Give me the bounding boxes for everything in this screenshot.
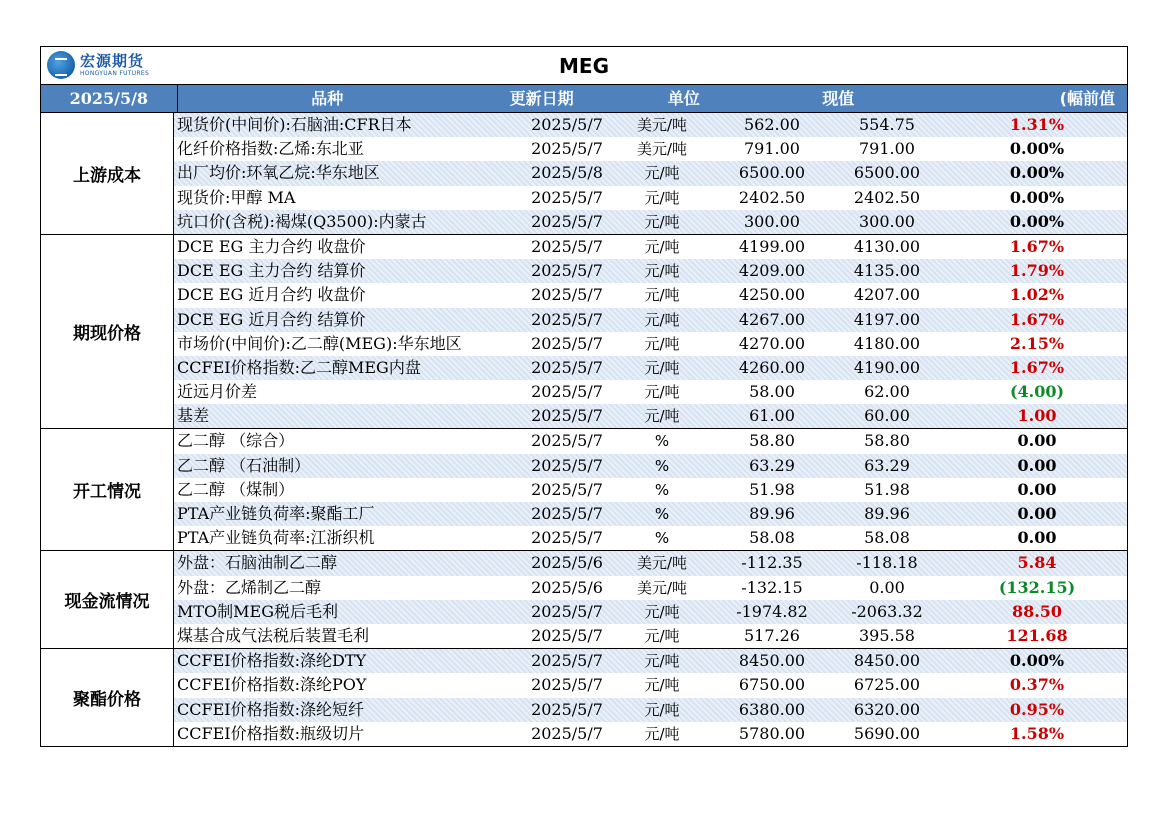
- cell-date: 2025/5/7: [531, 601, 603, 621]
- table-row: [174, 137, 1127, 161]
- group-label: 聚酯价格: [41, 649, 174, 746]
- cell-change: 121.68: [1006, 625, 1068, 645]
- table-row: [174, 210, 1127, 234]
- cell-date: 2025/5/7: [531, 406, 603, 426]
- cell-previous: 62.00: [864, 382, 910, 402]
- cell-date: 2025/5/7: [531, 675, 603, 695]
- cell-date: 2025/5/7: [531, 723, 603, 743]
- cell-unit: 元/吨: [644, 212, 680, 231]
- group-section: [40, 235, 1128, 430]
- cell-previous: 60.00: [864, 406, 910, 426]
- cell-unit: 元/吨: [644, 626, 680, 645]
- table-row: [174, 161, 1127, 185]
- cell-current: -132.15: [741, 577, 803, 597]
- cell-name: 乙二醇 （石油制）: [177, 455, 311, 475]
- cell-unit: %: [654, 505, 670, 523]
- cell-current: 4209.00: [738, 261, 806, 281]
- cell-change: 1.00: [1017, 406, 1057, 426]
- cell-change: 1.67%: [1009, 236, 1065, 256]
- cell-current: 58.00: [749, 382, 795, 402]
- table-row: [174, 332, 1127, 356]
- cell-date: 2025/5/7: [531, 382, 603, 402]
- header-unit: 单位: [667, 89, 700, 108]
- cell-name: 现货价:甲醇 MA: [177, 187, 296, 207]
- cell-unit: 元/吨: [644, 676, 680, 695]
- cell-previous: 63.29: [864, 455, 910, 475]
- cell-name: 乙二醇 （煤制）: [177, 479, 295, 499]
- header-update: 更新日期: [509, 89, 574, 108]
- cell-previous: 6725.00: [853, 675, 921, 695]
- cell-previous: 58.80: [864, 431, 910, 451]
- cell-date: 2025/5/7: [531, 187, 603, 207]
- header-change: (幅前值: [1059, 89, 1115, 108]
- header-date: 2025/5/8: [41, 85, 178, 112]
- cell-date: 2025/5/7: [531, 261, 603, 281]
- cell-current: 6750.00: [738, 675, 806, 695]
- cell-date: 2025/5/7: [531, 115, 603, 134]
- cell-name: CCFEI价格指数:涤纶POY: [177, 675, 367, 695]
- cell-change: 1.67%: [1009, 309, 1065, 329]
- cell-date: 2025/5/7: [531, 651, 603, 671]
- cell-change: 0.00: [1017, 431, 1057, 451]
- table-row: [174, 673, 1127, 697]
- cell-previous: 4207.00: [853, 285, 921, 305]
- cell-change: 1.58%: [1009, 723, 1065, 743]
- cell-current: -112.35: [741, 553, 803, 573]
- cell-name: CCFEI价格指数:涤纶DTY: [177, 651, 367, 671]
- cell-name: CCFEI价格指数:涤纶短纤: [177, 699, 364, 719]
- cell-name: 外盘：石脑油制乙二醇: [177, 553, 338, 573]
- cell-current: 58.08: [749, 528, 795, 548]
- cell-change: 0.00: [1017, 528, 1057, 548]
- cell-name: 出厂均价:环氧乙烷:华东地区: [177, 163, 380, 183]
- cell-date: 2025/5/7: [531, 211, 603, 231]
- cell-change: 0.95%: [1009, 699, 1065, 719]
- cell-unit: 元/吨: [644, 164, 680, 183]
- table-row: [174, 478, 1127, 502]
- cell-current: 4260.00: [738, 357, 806, 377]
- cell-previous: 791.00: [859, 139, 915, 159]
- cell-unit: 元/吨: [644, 310, 680, 329]
- cell-name: DCE EG 近月合约 收盘价: [177, 285, 366, 305]
- logo-cn: 宏源期货: [80, 51, 145, 70]
- cell-previous: 4130.00: [853, 236, 921, 256]
- cell-change: 1.79%: [1009, 261, 1065, 281]
- table-row: [174, 429, 1127, 453]
- cell-change: 1.67%: [1009, 357, 1065, 377]
- cell-previous: -2063.32: [851, 601, 923, 621]
- cell-previous: 5690.00: [853, 723, 921, 743]
- cell-name: 基差: [177, 406, 210, 426]
- table-row: [174, 600, 1127, 624]
- cell-date: 2025/5/6: [531, 577, 603, 597]
- table-row: [174, 308, 1127, 332]
- cell-name: DCE EG 主力合约 结算价: [177, 261, 366, 281]
- group-section: [40, 551, 1128, 649]
- table-row: [174, 551, 1127, 575]
- cell-previous: 395.58: [859, 625, 915, 645]
- cell-unit: 元/吨: [644, 700, 680, 719]
- cell-unit: 元/吨: [644, 724, 680, 743]
- cell-name: PTA产业链负荷率:聚酯工厂: [177, 504, 375, 523]
- cell-unit: 元/吨: [644, 383, 680, 402]
- table-row: [174, 404, 1127, 428]
- cell-previous: 6500.00: [853, 163, 921, 183]
- cell-unit: 元/吨: [644, 237, 680, 256]
- cell-name: 近远月价差: [177, 382, 258, 402]
- cell-current: 58.80: [749, 431, 795, 451]
- sheet-title: MEG: [559, 54, 609, 78]
- cell-previous: 51.98: [864, 479, 910, 499]
- cell-previous: 554.75: [859, 115, 915, 134]
- cell-unit: 元/吨: [644, 286, 680, 305]
- table-row: [174, 526, 1127, 550]
- cell-change: 0.00%: [1009, 139, 1065, 159]
- cell-unit: 元/吨: [644, 188, 680, 207]
- cell-unit: %: [654, 456, 670, 475]
- cell-date: 2025/5/7: [531, 139, 603, 159]
- cell-unit: 元/吨: [644, 358, 680, 377]
- title-row: [40, 46, 1128, 84]
- table-row: [174, 186, 1127, 210]
- cell-change: (4.00): [1009, 382, 1065, 402]
- group-section: [40, 649, 1128, 747]
- cell-change: 0.37%: [1009, 675, 1065, 695]
- cell-previous: 4197.00: [853, 309, 921, 329]
- cell-current: 8450.00: [738, 651, 806, 671]
- cell-date: 2025/5/7: [531, 333, 603, 353]
- cell-name: 坑口价(含税):褐煤(Q3500):内蒙古: [177, 211, 427, 231]
- group-section: [40, 429, 1128, 551]
- cell-current: 61.00: [749, 406, 795, 426]
- header-row: [40, 84, 1128, 113]
- cell-current: 300.00: [744, 211, 800, 231]
- cell-change: 0.00: [1017, 479, 1057, 499]
- cell-change: 0.00: [1017, 455, 1057, 475]
- logo-en: HONGYUAN FUTURES: [80, 69, 150, 77]
- cell-date: 2025/5/7: [531, 309, 603, 329]
- table-row: [174, 722, 1127, 746]
- table-row: [174, 356, 1127, 380]
- cell-name: DCE EG 近月合约 结算价: [177, 309, 366, 329]
- cell-previous: 4190.00: [853, 357, 921, 377]
- table-row: [174, 624, 1127, 648]
- cell-name: 煤基合成气法税后装置毛利: [177, 625, 370, 645]
- table-row: [174, 649, 1127, 673]
- cell-change: 2.15%: [1009, 333, 1065, 353]
- cell-date: 2025/5/7: [531, 357, 603, 377]
- cell-name: DCE EG 主力合约 收盘价: [177, 236, 366, 256]
- cell-date: 2025/5/7: [531, 504, 603, 523]
- header-name: 品种: [311, 89, 344, 108]
- cell-current: 6380.00: [738, 699, 806, 719]
- cell-current: 562.00: [744, 115, 800, 134]
- cell-change: 0.00%: [1009, 163, 1065, 183]
- cell-current: 51.98: [749, 479, 795, 499]
- cell-date: 2025/5/7: [531, 625, 603, 645]
- cell-previous: 4180.00: [853, 333, 921, 353]
- group-label: 开工情况: [41, 429, 174, 550]
- spreadsheet: [40, 46, 1128, 747]
- cell-current: 4250.00: [738, 285, 806, 305]
- cell-current: 4270.00: [738, 333, 806, 353]
- cell-unit: %: [654, 529, 670, 548]
- cell-name: 现货价(中间价):石脑油:CFR日本: [177, 115, 412, 134]
- group-label: 期现价格: [41, 235, 174, 429]
- cell-date: 2025/5/7: [531, 431, 603, 451]
- cell-unit: 元/吨: [644, 407, 680, 426]
- table-row: [174, 380, 1127, 404]
- cell-current: 6500.00: [738, 163, 806, 183]
- cell-change: 0.00: [1017, 504, 1057, 523]
- cell-previous: 58.08: [864, 528, 910, 548]
- table-row: [174, 576, 1127, 600]
- cell-change: (132.15): [998, 577, 1076, 597]
- cell-previous: 0.00: [869, 577, 905, 597]
- cell-change: 1.31%: [1009, 115, 1065, 134]
- cell-name: CCFEI价格指数:乙二醇MEG内盘: [177, 357, 421, 377]
- cell-previous: 8450.00: [853, 651, 921, 671]
- group-section: [40, 113, 1128, 235]
- cell-name: 市场价(中间价):乙二醇(MEG):华东地区: [177, 333, 462, 353]
- cell-date: 2025/5/8: [531, 163, 603, 183]
- table-row: [174, 283, 1127, 307]
- cell-unit: 元/吨: [644, 262, 680, 281]
- cell-date: 2025/5/6: [531, 553, 603, 573]
- group-label: 现金流情况: [41, 551, 174, 648]
- cell-unit: 美元/吨: [636, 578, 688, 597]
- cell-current: 517.26: [744, 625, 800, 645]
- cell-previous: 6320.00: [853, 699, 921, 719]
- cell-unit: 美元/吨: [636, 116, 688, 134]
- cell-current: 4267.00: [738, 309, 806, 329]
- cell-previous: 2402.50: [853, 187, 921, 207]
- table-row: [174, 698, 1127, 722]
- cell-unit: 元/吨: [644, 652, 680, 671]
- cell-date: 2025/5/7: [531, 455, 603, 475]
- header-value: 现值: [822, 89, 855, 108]
- cell-change: 1.02%: [1009, 285, 1065, 305]
- cell-current: 63.29: [749, 455, 795, 475]
- cell-name: 乙二醇 （综合）: [177, 431, 295, 451]
- table-row: [174, 454, 1127, 478]
- cell-date: 2025/5/7: [531, 699, 603, 719]
- cell-current: 2402.50: [738, 187, 806, 207]
- cell-change: 0.00%: [1009, 211, 1065, 231]
- cell-current: 5780.00: [738, 723, 806, 743]
- table-row: [174, 235, 1127, 259]
- cell-name: MTO制MEG税后毛利: [177, 601, 339, 621]
- cell-current: 4199.00: [738, 236, 806, 256]
- table-row: [174, 502, 1127, 526]
- cell-unit: 元/吨: [644, 334, 680, 353]
- cell-current: -1974.82: [736, 601, 808, 621]
- cell-change: 5.84: [1017, 553, 1057, 573]
- cell-previous: 4135.00: [853, 261, 921, 281]
- cell-name: 外盘：乙烯制乙二醇: [177, 577, 322, 597]
- cell-change: 0.00%: [1009, 187, 1065, 207]
- table-row: [174, 113, 1127, 137]
- cell-name: 化纤价格指数:乙烯:东北亚: [177, 139, 364, 159]
- cell-previous: -118.18: [856, 553, 918, 573]
- table-body: [40, 113, 1128, 747]
- cell-unit: %: [654, 432, 670, 451]
- cell-name: PTA产业链负荷率:江浙织机: [177, 528, 375, 548]
- cell-unit: 元/吨: [644, 602, 680, 621]
- cell-previous: 300.00: [859, 211, 915, 231]
- cell-name: CCFEI价格指数:瓶级切片: [177, 723, 364, 743]
- cell-change: 88.50: [1011, 601, 1063, 621]
- cell-current: 791.00: [744, 139, 800, 159]
- cell-previous: 89.96: [864, 504, 910, 523]
- cell-change: 0.00%: [1009, 651, 1065, 671]
- cell-date: 2025/5/7: [531, 285, 603, 305]
- group-label: 上游成本: [41, 113, 174, 234]
- cell-date: 2025/5/7: [531, 236, 603, 256]
- table-row: [174, 259, 1127, 283]
- cell-date: 2025/5/7: [531, 479, 603, 499]
- cell-unit: %: [654, 480, 670, 499]
- cell-date: 2025/5/7: [531, 528, 603, 548]
- cell-unit: 美元/吨: [636, 140, 688, 159]
- cell-current: 89.96: [749, 504, 795, 523]
- cell-unit: 美元/吨: [636, 554, 688, 573]
